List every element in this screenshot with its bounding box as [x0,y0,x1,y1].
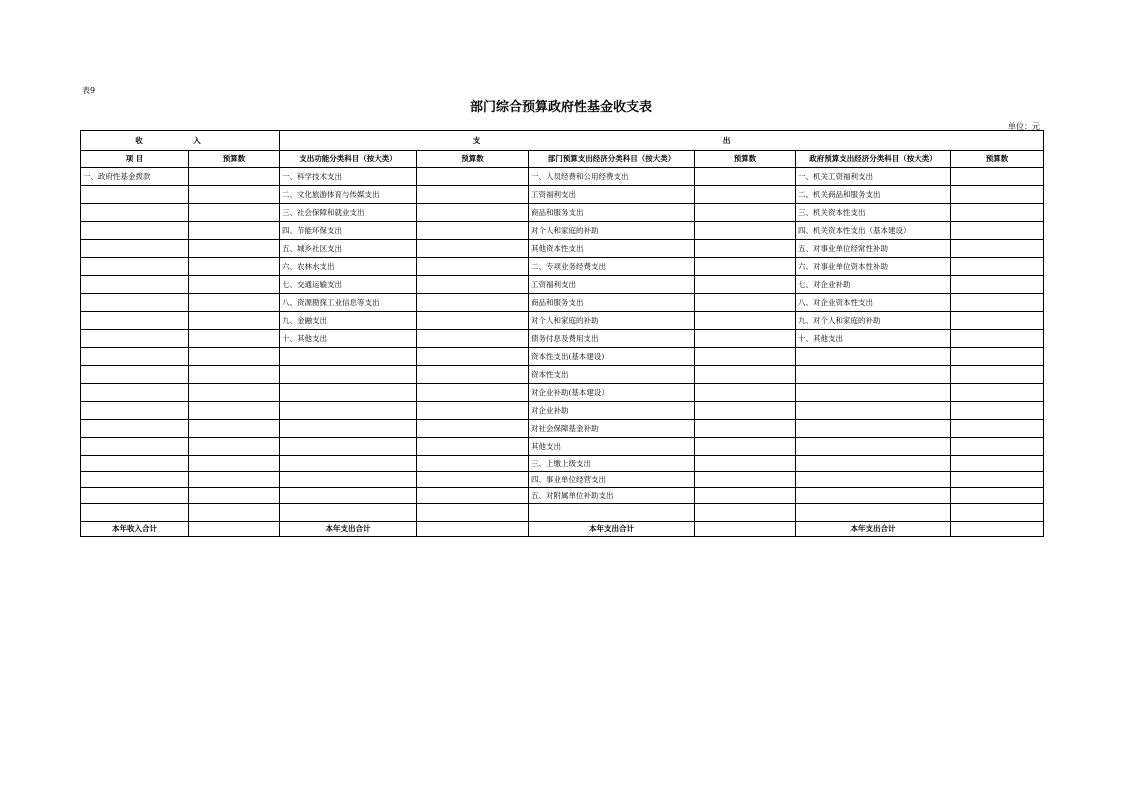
gov-econ-item-cell: 四、机关资本性支出（基本建设） [796,222,951,240]
gov-econ-amount-cell [951,276,1044,294]
income-amount-cell [189,420,280,438]
function-item-cell: 六、农林水支出 [280,258,417,276]
column-header: 部门预算支出经济分类科目（按大类） [529,151,695,168]
totals-row [81,522,1044,537]
total-cell: 本年支出合计 [796,522,951,537]
gov-econ-amount-cell [951,312,1044,330]
dept-econ-item-cell: 对个人和家庭的补助 [529,312,695,330]
gov-econ-amount-cell [951,488,1044,504]
gov-econ-item-cell: 八、对企业资本性支出 [796,294,951,312]
function-item-cell [280,366,417,384]
total-cell [417,522,529,537]
income-amount-cell [189,472,280,488]
income-item-cell [81,240,189,258]
income-amount-cell [189,312,280,330]
function-item-cell: 七、交通运输支出 [280,276,417,294]
function-item-cell: 五、城乡社区支出 [280,240,417,258]
table-row [81,240,1044,258]
dept-econ-amount-cell [695,366,796,384]
dept-econ-item-cell: 对企业补助 [529,402,695,420]
function-item-cell: 二、文化旅游体育与传媒支出 [280,186,417,204]
function-amount-cell [417,472,529,488]
gov-econ-item-cell: 七、对企业补助 [796,276,951,294]
income-amount-cell [189,186,280,204]
dept-econ-item-cell: 资本性支出(基本建设) [529,348,695,366]
income-item-cell [81,186,189,204]
gov-econ-amount-cell [951,348,1044,366]
dept-econ-item-cell: 二、专项业务经费支出 [529,258,695,276]
table-row [81,472,1044,488]
function-item-cell: 十、其他支出 [280,330,417,348]
income-item-cell [81,366,189,384]
gov-econ-amount-cell [951,240,1044,258]
page-title: 部门综合预算政府性基金收支表 [469,100,652,115]
income-amount-cell [189,204,280,222]
gov-econ-amount-cell [951,420,1044,438]
income-item-cell [81,420,189,438]
function-item-cell: 八、资源勘探工业信息等支出 [280,294,417,312]
gov-econ-amount-cell [951,204,1044,222]
dept-econ-amount-cell [695,420,796,438]
function-amount-cell [417,186,529,204]
table-row [81,258,1044,276]
function-item-cell: 三、社会保障和就业支出 [280,204,417,222]
gov-econ-amount-cell [951,330,1044,348]
column-header: 政府预算支出经济分类科目（按大类） [796,151,951,168]
function-amount-cell [417,294,529,312]
gov-econ-item-cell: 五、对事业单位经常性补助 [796,240,951,258]
function-amount-cell [417,204,529,222]
function-amount-cell [417,258,529,276]
function-item-cell [280,402,417,420]
dept-econ-item-cell: 工资福利支出 [529,186,695,204]
function-amount-cell [417,488,529,504]
dept-econ-amount-cell [695,402,796,420]
income-amount-cell [189,294,280,312]
gov-econ-item-cell [796,348,951,366]
dept-econ-item-cell: 对社会保障基金补助 [529,420,695,438]
total-cell: 本年支出合计 [529,522,695,537]
table-row [81,330,1044,348]
table-row [81,186,1044,204]
income-item-cell: 一、政府性基金拨款 [81,168,189,186]
income-item-cell [81,438,189,456]
income-item-cell [81,504,189,522]
income-amount-cell [189,348,280,366]
income-item-cell [81,276,189,294]
table-row [81,204,1044,222]
function-amount-cell [417,402,529,420]
gov-econ-item-cell [796,456,951,472]
gov-econ-item-cell: 三、机关资本性支出 [796,204,951,222]
function-item-cell [280,472,417,488]
function-item-cell [280,420,417,438]
dept-econ-amount-cell [695,488,796,504]
income-amount-cell [189,504,280,522]
function-amount-cell [417,456,529,472]
function-item-cell [280,488,417,504]
unit-label: 单位：元 [1008,122,1040,131]
dept-econ-item-cell: 对个人和家庭的补助 [529,222,695,240]
column-header: 预算数 [695,151,796,168]
function-item-cell: 四、节能环保支出 [280,222,417,240]
column-header: 预算数 [951,151,1044,168]
function-item-cell: 一、科学技术支出 [280,168,417,186]
dept-econ-amount-cell [695,312,796,330]
income-item-cell [81,204,189,222]
dept-econ-item-cell: 三、上缴上级支出 [529,456,695,472]
column-header: 项 目 [81,151,189,168]
total-cell: 本年收入合计 [81,522,189,537]
income-item-cell [81,402,189,420]
dept-econ-amount-cell [695,438,796,456]
table-row [81,294,1044,312]
total-cell [189,522,280,537]
gov-econ-item-cell [796,488,951,504]
gov-econ-amount-cell [951,222,1044,240]
dept-econ-item-cell: 其他资本性支出 [529,240,695,258]
dept-econ-amount-cell [695,204,796,222]
dept-econ-item-cell: 商品和服务支出 [529,204,695,222]
income-amount-cell [189,222,280,240]
gov-econ-item-cell [796,366,951,384]
table-row [81,438,1044,456]
income-amount-cell [189,488,280,504]
dept-econ-item-cell: 五、对附属单位补助支出 [529,488,695,504]
gov-econ-amount-cell [951,438,1044,456]
function-amount-cell [417,504,529,522]
gov-econ-amount-cell [951,186,1044,204]
total-cell [951,522,1044,537]
function-amount-cell [417,276,529,294]
dept-econ-item-cell: 对企业补助(基本建设） [529,384,695,402]
function-item-cell [280,348,417,366]
dept-econ-amount-cell [695,456,796,472]
table-row [81,366,1044,384]
gov-econ-amount-cell [951,402,1044,420]
expense-section-header: 支 出 [280,131,1044,151]
income-item-cell [81,294,189,312]
income-item-cell [81,312,189,330]
dept-econ-amount-cell [695,384,796,402]
dept-econ-amount-cell [695,504,796,522]
function-amount-cell [417,312,529,330]
dept-econ-amount-cell [695,348,796,366]
function-item-cell [280,456,417,472]
dept-econ-item-cell: 商品和服务支出 [529,294,695,312]
dept-econ-item-cell: 资本性支出 [529,366,695,384]
total-cell: 本年支出合计 [280,522,417,537]
gov-econ-item-cell [796,504,951,522]
function-item-cell [280,438,417,456]
function-amount-cell [417,168,529,186]
income-amount-cell [189,330,280,348]
table-row [81,504,1044,522]
dept-econ-amount-cell [695,186,796,204]
income-item-cell [81,330,189,348]
gov-econ-item-cell [796,420,951,438]
dept-econ-item-cell: 一、人员经费和公用经费支出 [529,168,695,186]
dept-econ-item-cell: 其他支出 [529,438,695,456]
column-header-row [81,151,1044,168]
income-item-cell [81,348,189,366]
function-amount-cell [417,438,529,456]
table-row [81,384,1044,402]
income-amount-cell [189,276,280,294]
income-amount-cell [189,438,280,456]
income-item-cell [81,456,189,472]
dept-econ-item-cell: 工资福利支出 [529,276,695,294]
budget-table [80,130,1044,537]
function-item-cell: 九、金融支出 [280,312,417,330]
income-section-header: 收 入 [81,131,280,151]
dept-econ-amount-cell [695,294,796,312]
dept-econ-item-cell: 四、事业单位经营支出 [529,472,695,488]
dept-econ-amount-cell [695,222,796,240]
gov-econ-item-cell [796,384,951,402]
table-row [81,488,1044,504]
gov-econ-amount-cell [951,384,1044,402]
gov-econ-item-cell: 二、机关商品和服务支出 [796,186,951,204]
income-amount-cell [189,384,280,402]
gov-econ-item-cell: 一、机关工资福利支出 [796,168,951,186]
table-row [81,348,1044,366]
dept-econ-amount-cell [695,168,796,186]
dept-econ-amount-cell [695,276,796,294]
gov-econ-item-cell: 六、对事业单位资本性补助 [796,258,951,276]
function-item-cell [280,384,417,402]
dept-econ-amount-cell [695,258,796,276]
gov-econ-item-cell [796,402,951,420]
dept-econ-item-cell [529,504,695,522]
dept-econ-item-cell: 债务付息及费用支出 [529,330,695,348]
function-amount-cell [417,366,529,384]
section-header-row [81,131,1044,151]
dept-econ-amount-cell [695,330,796,348]
function-amount-cell [417,222,529,240]
income-amount-cell [189,258,280,276]
function-amount-cell [417,348,529,366]
column-header: 预算数 [417,151,529,168]
gov-econ-item-cell: 九、对个人和家庭的补助 [796,312,951,330]
function-amount-cell [417,384,529,402]
function-amount-cell [417,240,529,258]
income-amount-cell [189,402,280,420]
function-amount-cell [417,330,529,348]
gov-econ-amount-cell [951,366,1044,384]
table-row [81,168,1044,186]
income-amount-cell [189,168,280,186]
gov-econ-amount-cell [951,168,1044,186]
table-row [81,456,1044,472]
income-amount-cell [189,366,280,384]
gov-econ-item-cell [796,438,951,456]
gov-econ-item-cell [796,472,951,488]
income-amount-cell [189,456,280,472]
gov-econ-amount-cell [951,456,1044,472]
table-number: 表9 [82,86,96,95]
dept-econ-amount-cell [695,472,796,488]
function-amount-cell [417,420,529,438]
gov-econ-amount-cell [951,258,1044,276]
gov-econ-amount-cell [951,504,1044,522]
income-item-cell [81,488,189,504]
column-header: 支出功能分类科目（按大类） [280,151,417,168]
gov-econ-item-cell: 十、其他支出 [796,330,951,348]
table-row [81,312,1044,330]
dept-econ-amount-cell [695,240,796,258]
income-item-cell [81,222,189,240]
gov-econ-amount-cell [951,294,1044,312]
function-item-cell [280,504,417,522]
table-row [81,402,1044,420]
total-cell [695,522,796,537]
income-item-cell [81,472,189,488]
table-row [81,222,1044,240]
table-row [81,276,1044,294]
gov-econ-amount-cell [951,472,1044,488]
income-amount-cell [189,240,280,258]
income-item-cell [81,258,189,276]
table-row [81,420,1044,438]
column-header: 预算数 [189,151,280,168]
income-item-cell [81,384,189,402]
